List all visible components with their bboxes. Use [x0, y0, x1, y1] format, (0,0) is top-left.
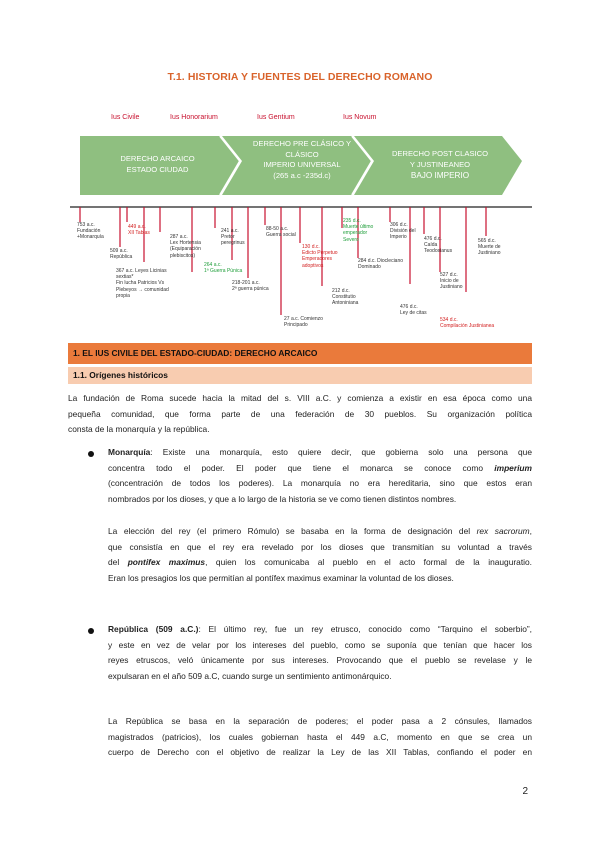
label-ius-novum: Ius Novum — [343, 114, 377, 121]
monarquia-paragraph: Monarquía: Existe una monarquía, esto quiere decir, que gobierna solo una persona que concentra todo el poder. El poder que tiene el monarca se conoce como imperium (concentración de todos los poderes). La monarquía no era hereditaria, sino que estos eran nombrados por los dioses, y que a lo largo de la historia se ve como tienen distintos nombres. — [108, 447, 532, 504]
event-212: 212 d.c. Constitutio Antoniniana — [332, 288, 359, 307]
event-565: 565 d.c. Muerte de Justiniano — [478, 238, 501, 257]
label-ius-honorarium: Ius Honorarium — [170, 114, 218, 121]
bullet-monarquia — [88, 451, 94, 457]
event-264: 264 a.c. 1ª Guerra Púnica — [204, 262, 243, 275]
event-449: 449 a.c. XII Tablas — [128, 224, 150, 237]
label-ius-civile: Ius Civile — [111, 114, 140, 121]
arrow-postclasico-label: DERECHO POST CLASICO Y JUSTINEANEO BAJO IMPERIO — [391, 149, 489, 180]
arrow-clasico-label: DERECHO PRE CLÁSICO Y CLÁSICO IMPERIO UNIVERSAL (265 a.c -235d.c) — [252, 139, 352, 180]
bullet-republica — [88, 628, 94, 634]
event-306: 306 d.c. División del Imperio — [390, 222, 416, 241]
event-476-citas: 476 d.c. Ley de citas — [400, 304, 427, 317]
event-367: 367 a.c. Leyes Licinias sextias* Fin lucha Patricios Vs Plebeyos → comunidad propia — [116, 268, 169, 299]
event-130: 130 d.c. Edicto Perpetuo Emperadores adoptivos — [302, 244, 338, 269]
event-534: 534 d.c. Compilación Justinianea — [440, 317, 495, 330]
event-476-teodosianus: 476 d.c. Caída Teodosianus — [424, 236, 453, 255]
republica-paragraph-2: La República se basa en la separación de poderes; el poder pasa a 2 cónsules, llamados magistrados (patricios), los cuales gobiernan hasta el 449 a.C, momento en que se crea un cuerpo de Derecho con el objetivo de realizar la Ley de las XII Tablas, confiando el poder en — [108, 716, 532, 758]
event-241: 241 a.c. Pretor peregrinus — [221, 228, 245, 247]
subsection-heading: 1.1. Orígenes históricos — [68, 367, 532, 384]
event-753: 753 a.c. Fundación +Monarquía — [77, 222, 104, 241]
event-235: 235 d.c. Muerte último emperador Severo — [343, 218, 374, 243]
section-heading: 1. EL IUS CIVILE DEL ESTADO-CIUDAD: DERECHO ARCAICO — [68, 343, 532, 364]
event-284: 284 d.c. Diocleciano Dominado — [358, 258, 404, 271]
event-509: 509 a.c. República — [110, 248, 133, 261]
event-88: 88-50 a.c. Guerra social — [266, 226, 296, 239]
label-ius-gentium: Ius Gentium — [257, 114, 295, 121]
intro-paragraph: La fundación de Roma sucede hacia la mitad del s. VIII a.C. y comienza a existir en esa época como una pequeña comunidad, que forma parte de una federación de 30 pueblos. Su organización política consta de la monarquía y la república. — [68, 393, 532, 435]
monarquia-paragraph-2: La elección del rey (el primero Rómulo) se basaba en la forma de designación del rex sacrorum, que consistía en que el rey era revelado por los dioses que transmitían su voluntad a través del pontifex maximus, quien los comunicaba al pueblo en el acto formal de la inauguratio. Eran los presagios los que permitían al pontífex maximus examinar la voluntad de los dioses. — [108, 526, 532, 583]
republica-paragraph: República (509 a.C.): El último rey, fue un rey etrusco, conocido como “Tarquino el soberbio”, y este en vez de velar por los intereses del pueblo, como se suponía que tenían que hacer los reyes etruscos, veló únicamente por sus intereses. Provocando que el pueblo se revelase y le expulsaran en el año 509 a.C, cuando surge un sentimiento antimonárquico. — [108, 624, 533, 681]
page-number: 2 — [522, 786, 528, 797]
arrow-arcaico-label: DERECHO ARCAICO ESTADO CIUDAD — [120, 154, 195, 174]
event-27: 27 a.c. Comienzo Principado — [284, 316, 323, 329]
event-218: 218-201 a.c. 2ª guerra púnica — [232, 280, 269, 293]
event-527: 527 d.c. Inicio de Justiniano — [440, 272, 463, 291]
timeline-diagram — [0, 0, 600, 340]
event-287: 287 a.c. Lex Hortensia (Equiparación plebiscitos) — [170, 234, 201, 259]
document-title: T.1. HISTORIA Y FUENTES DEL DERECHO ROMANO — [167, 71, 433, 83]
